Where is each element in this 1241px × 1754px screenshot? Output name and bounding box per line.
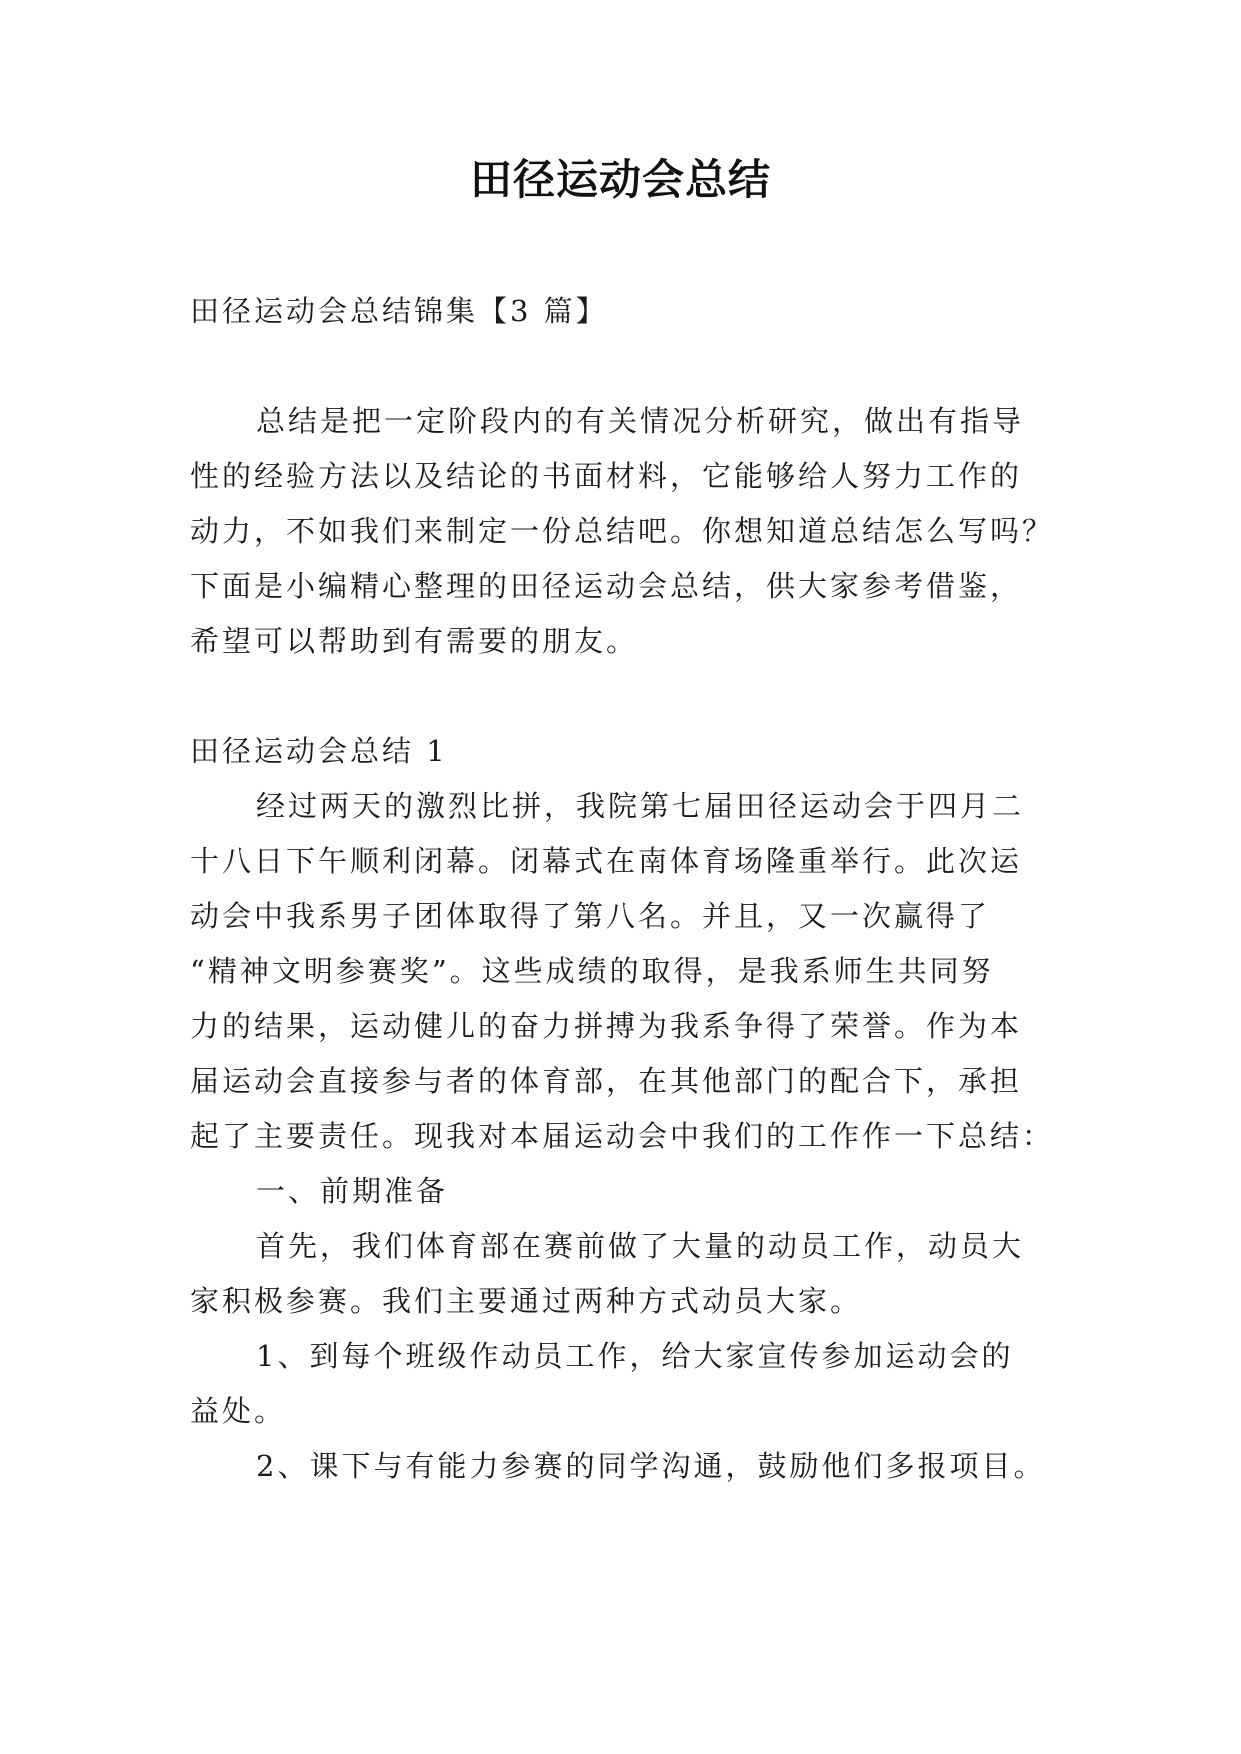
paragraph-line: 起了主要责任。现我对本届运动会中我们的工作作一下总结： [190, 1119, 1055, 1153]
subsection-heading: 一、前期准备 [256, 1174, 449, 1208]
intro-line: 动力，不如我们来制定一份总结吧。你想知道总结怎么写吗？ [190, 514, 1055, 548]
intro-line: 下面是小编精心整理的田径运动会总结，供大家参考借鉴， [190, 569, 1023, 603]
list-item: 2、课下与有能力参赛的同学沟通，鼓励他们多报项目。 [256, 1449, 1046, 1483]
document-body [190, 284, 1055, 1494]
list-item: 益处。 [190, 1394, 287, 1428]
paragraph-line: 力的结果，运动健儿的奋力拼搏为我系争得了荣誉。作为本 [190, 1009, 1023, 1043]
section-heading: 田径运动会总结 1 [190, 734, 448, 768]
paragraph-line: 十八日下午顺利闭幕。闭幕式在南体育场隆重举行。此次运 [190, 844, 1023, 878]
document-subtitle: 田径运动会总结锦集【3 篇】 [190, 294, 608, 328]
list-item: 1、到每个班级作动员工作，给大家宣传参加运动会的 [256, 1339, 1014, 1373]
paragraph-line: 经过两天的激烈比拼，我院第七届田径运动会于四月二 [256, 789, 1025, 823]
document-title: 田径运动会总结 [469, 155, 771, 204]
intro-line: 希望可以帮助到有需要的朋友。 [190, 624, 639, 658]
intro-line: 总结是把一定阶段内的有关情况分析研究，做出有指导 [256, 404, 1025, 438]
blank-line [190, 339, 1050, 394]
paragraph-line: 家积极参赛。我们主要通过两种方式动员大家。 [190, 1284, 863, 1318]
paragraph-line: 动会中我系男子团体取得了第八名。并且，又一次赢得了 [190, 899, 991, 933]
paragraph-line: 届运动会直接参与者的体育部，在其他部门的配合下，承担 [190, 1064, 1023, 1098]
blank-line [190, 669, 1050, 724]
paragraph-line: “精神文明参赛奖”。这些成绩的取得，是我系师生共同努 [190, 954, 994, 988]
intro-line: 性的经验方法以及结论的书面材料，它能够给人努力工作的 [190, 459, 1023, 493]
paragraph-line: 首先，我们体育部在赛前做了大量的动员工作，动员大 [256, 1229, 1025, 1263]
